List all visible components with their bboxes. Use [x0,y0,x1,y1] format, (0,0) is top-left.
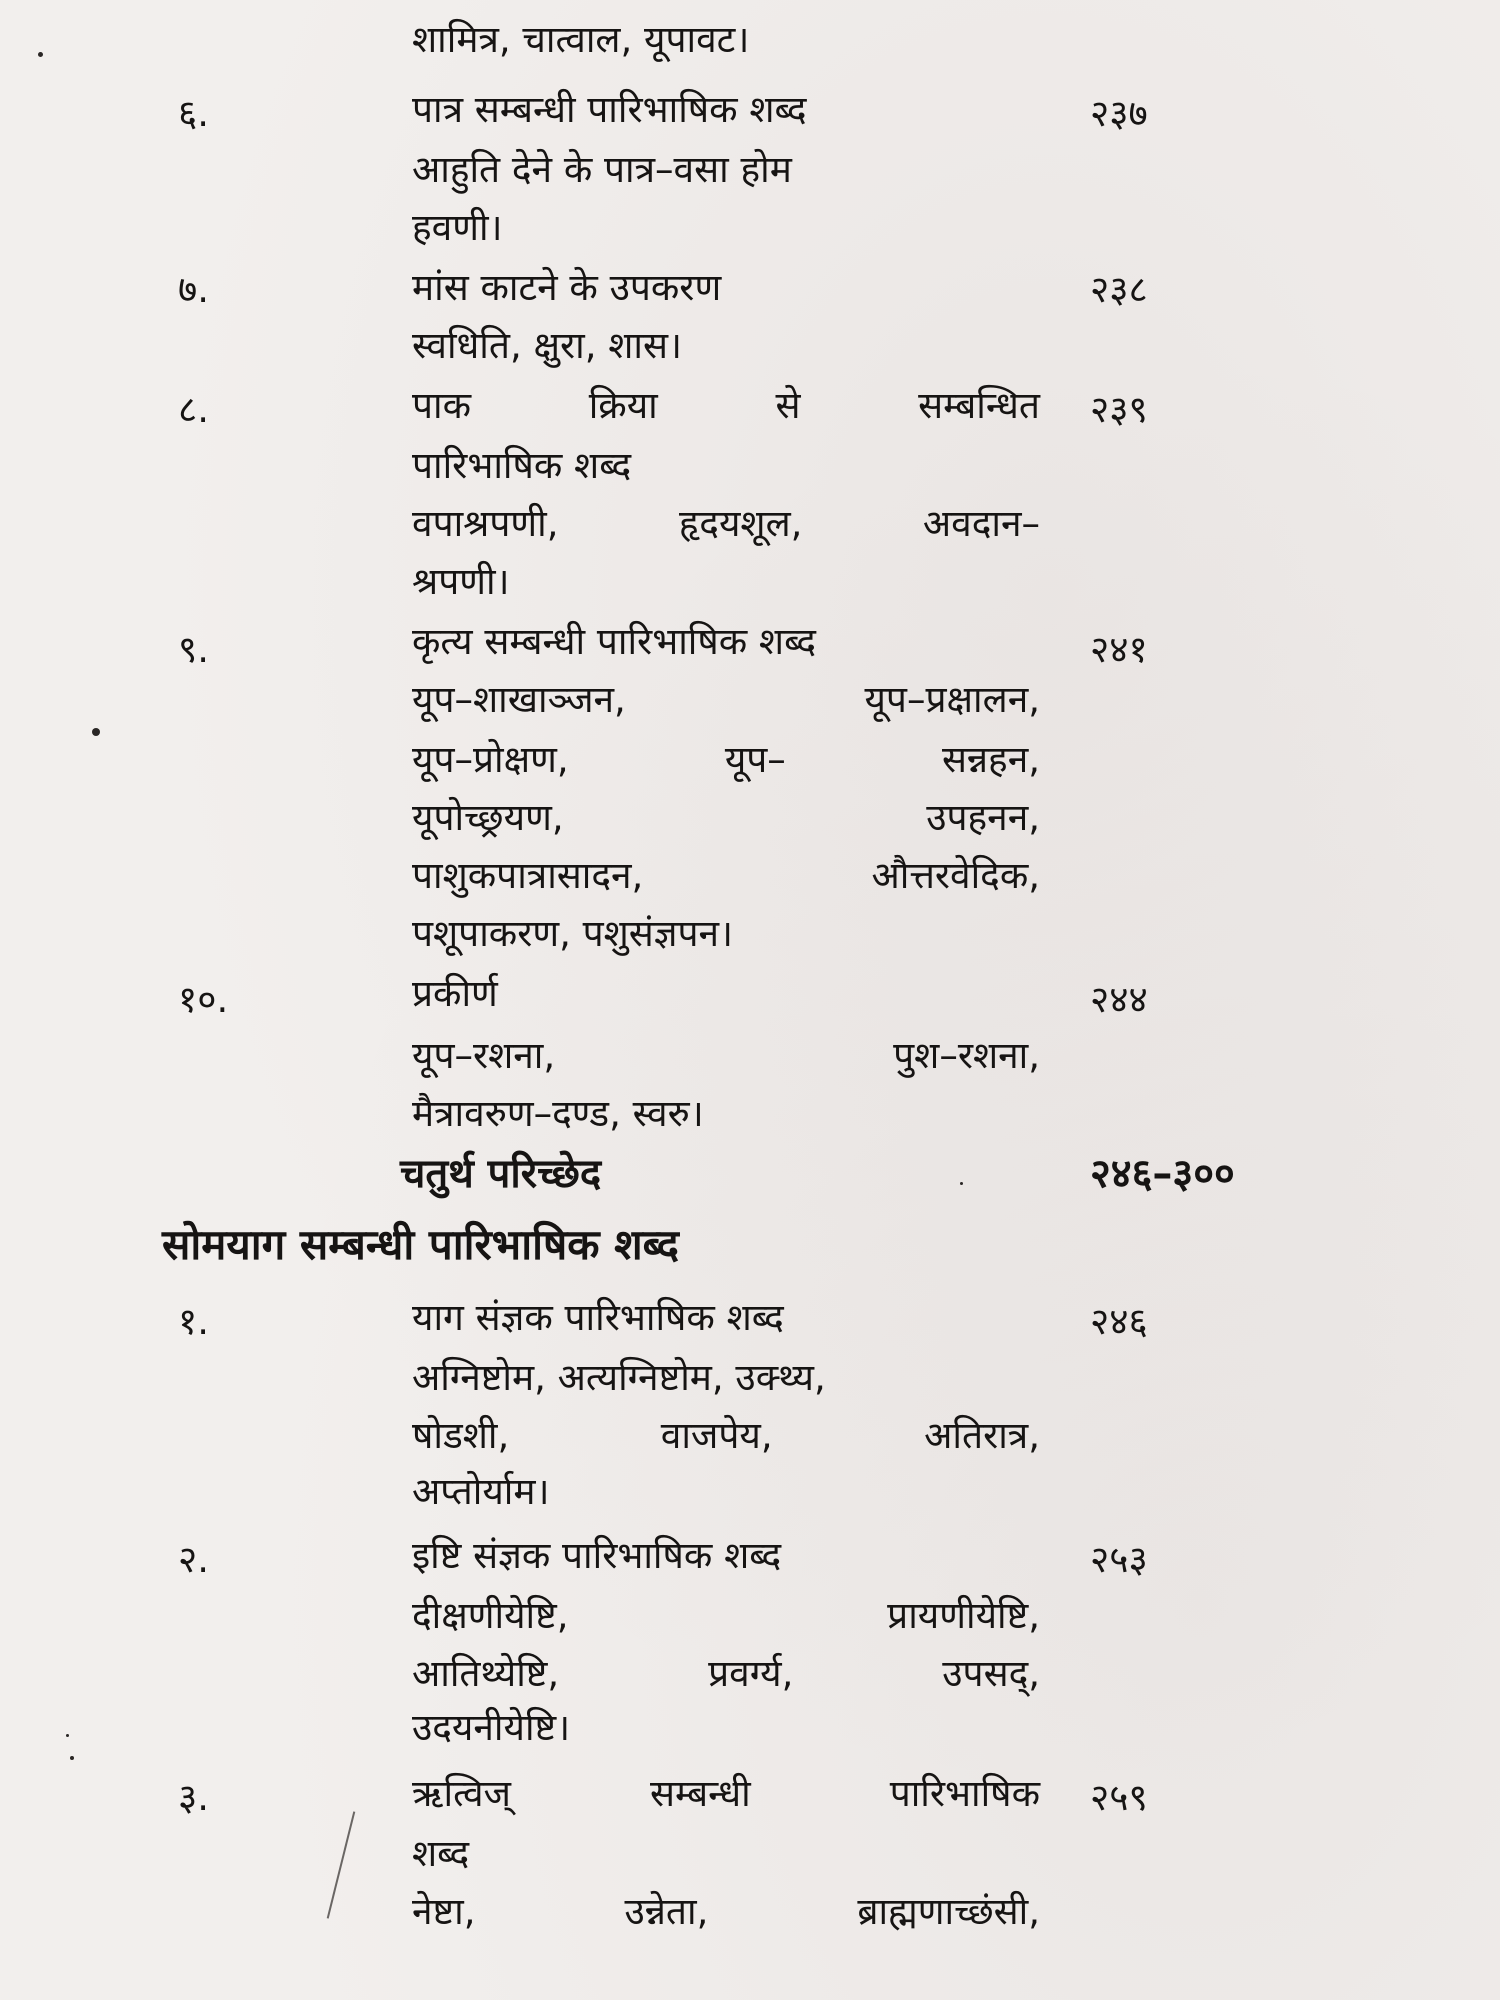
entry-title: याग संज्ञक पारिभाषिक शब्द [412,1296,784,1339]
word: से [775,384,801,427]
entry-text [412,1032,1040,1080]
entry-title: पात्र सम्बन्धी पारिभाषिक शब्द [412,88,807,131]
entry-page: २५३ [1090,1538,1148,1581]
entry-number: १. [178,1300,210,1343]
entry-number: ३. [178,1776,210,1819]
word: पाक [412,384,472,427]
word: वपाश्रपणी, [412,502,559,545]
scan-speck [38,52,43,57]
word: यूप– [724,738,786,781]
word: दीक्षणीयेष्टि, [412,1594,569,1637]
word: यूप–रशना, [412,1034,556,1077]
entry-text: शामित्र, चात्वाल, यूपावट। [412,18,750,61]
entry-text: शब्द [412,1832,470,1875]
entry-text: मैत्रावरुण–दण्ड, स्वरु। [412,1092,704,1135]
word: पुश–रशना, [893,1034,1040,1077]
word: उन्नेता, [624,1890,709,1933]
entry-page: २५९ [1090,1776,1148,1819]
entry-text: श्रपणी। [412,560,510,603]
entry-text [412,1412,1040,1460]
entry-text: आहुति देने के पात्र–वसा होम [412,148,792,191]
word: यूप–प्रक्षालन, [864,678,1040,721]
scan-speck [92,728,100,736]
entry-text: पारिभाषिक शब्द [412,444,632,487]
entry-continuation-line [412,16,749,64]
entry-page: २४४ [1090,978,1148,1021]
entry-text [412,1592,1040,1640]
word: पारिभाषिक [889,1772,1040,1815]
entry-text [412,736,1040,784]
word: यूप–प्रोक्षण, [412,738,569,781]
word: हृदयशूल, [678,502,803,545]
word: प्रवर्ग्य, [708,1652,794,1695]
word: आतिथ्येष्टि, [412,1652,560,1695]
entry-text [412,500,1040,548]
entry-number: ६. [178,92,210,135]
entry-title [412,1770,1040,1818]
entry-text: अग्निष्टोम, अत्यग्निष्टोम, उक्थ्य, [412,1356,826,1399]
word: षोडशी, [412,1414,510,1457]
entry-text: अप्तोर्याम। [412,1470,550,1513]
word: क्रिया [588,384,658,427]
entry-title: मांस काटने के उपकरण [412,266,722,309]
entry-title [412,382,1040,430]
word: ऋत्विज् [412,1772,511,1815]
entry-title: कृत्य सम्बन्धी पारिभाषिक शब्द [412,620,817,663]
entry-text: हवणी। [412,206,503,249]
scan-speck [66,1734,69,1737]
chapter-title: चतुर्थ परिच्छेद [400,1151,602,1197]
entry-page: २३९ [1090,388,1148,431]
entry-page: २३८ [1090,268,1148,311]
section-heading: सोमयाग सम्बन्धी पारिभाषिक शब्द [162,1220,679,1269]
entry-number: ८. [178,388,210,431]
word: अवदान– [922,502,1040,545]
entry-number: ७. [178,268,210,311]
entry-text [412,852,1040,900]
scan-speck [960,1182,963,1185]
word: उपसद्, [942,1652,1040,1695]
word: सम्बन्धित [918,384,1040,427]
word: सन्नहन, [941,738,1040,781]
word: यूपोच्छ्रयण, [412,796,564,839]
word: प्रायणीयेष्टि, [887,1594,1040,1637]
entry-title: इष्टि संज्ञक पारिभाषिक शब्द [412,1534,782,1577]
word: वाजपेय, [660,1414,773,1457]
scan-scratch [327,1811,356,1918]
entry-number: २. [178,1538,210,1581]
word: सम्बन्धी [649,1772,751,1815]
word: यूप–शाखाञ्जन, [412,678,626,721]
word: औत्तरवेदिक, [871,854,1040,897]
entry-text [412,1888,1040,1936]
word: नेष्टा, [412,1890,476,1933]
entry-text [412,794,1040,842]
entry-text [412,1650,1040,1698]
word: पाशुकपात्रासादन, [412,854,644,897]
entry-number: १०. [178,978,229,1021]
entry-page: २४६ [1090,1300,1148,1343]
entry-text: पशूपाकरण, पशुसंज्ञपन। [412,912,734,955]
word: उपहनन, [926,796,1040,839]
entry-page: २३७ [1090,92,1148,135]
entry-text [412,676,1040,724]
chapter-page-range: २४६–३०० [1090,1151,1235,1197]
word: ब्राह्मणाच्छंसी, [857,1890,1040,1933]
entry-page: २४१ [1090,628,1148,671]
entry-number: ९. [178,628,210,671]
entry-title: प्रकीर्ण [412,972,498,1015]
entry-text: स्वधिति, क्षुरा, शास। [412,324,683,367]
word: अतिरात्र, [924,1414,1040,1457]
entry-text: उदयनीयेष्टि। [412,1706,571,1749]
scan-speck [70,1756,74,1760]
